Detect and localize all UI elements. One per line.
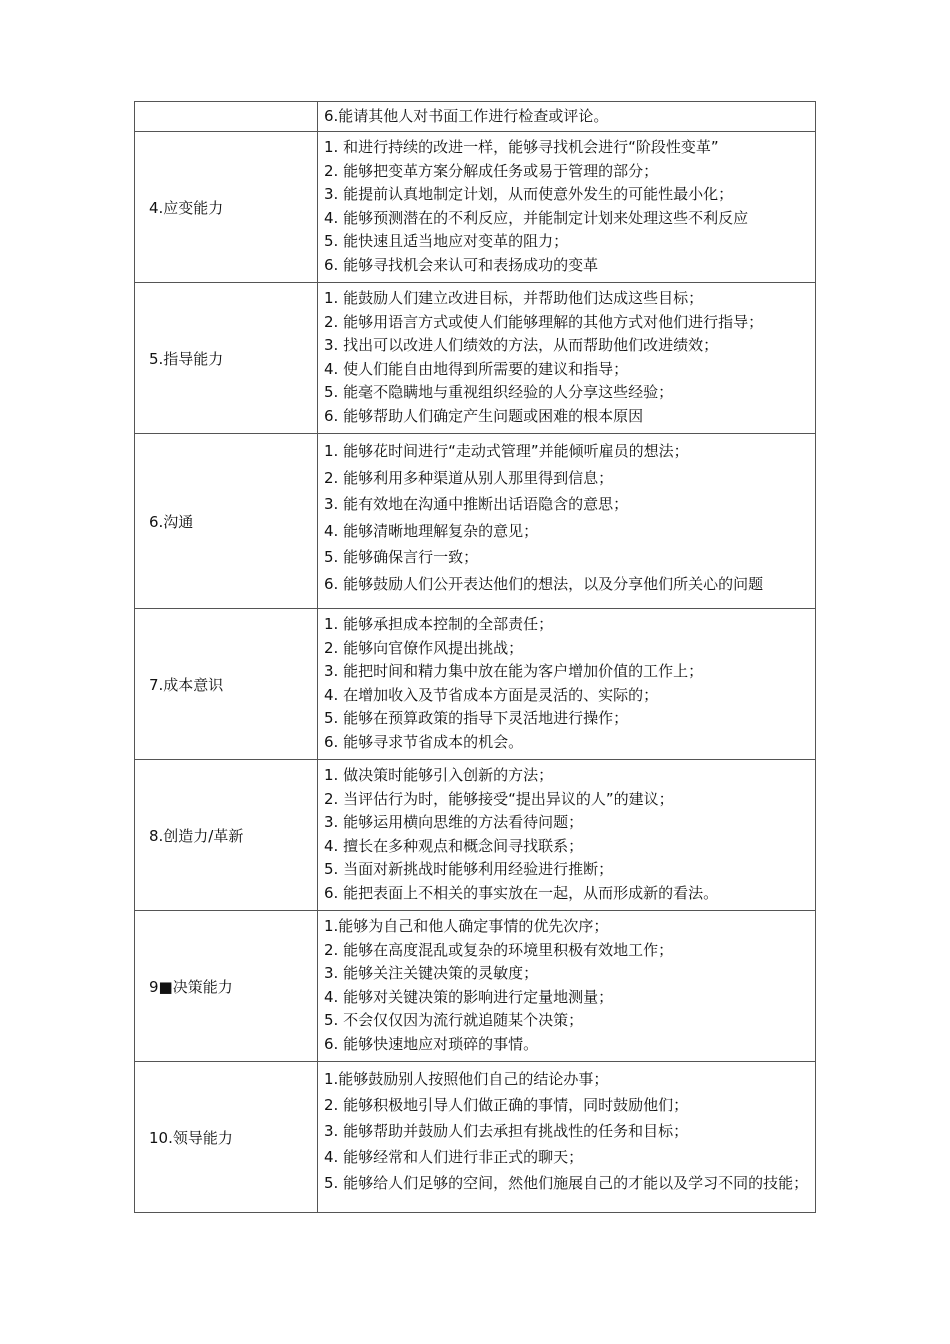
list-item: 2. 能够用语言方式或使人们能够理解的其他方式对他们进行指导； xyxy=(324,312,764,331)
category-cell: 5.指导能力 xyxy=(135,283,318,433)
list-item: 4. 使人们能自由地得到所需要的建议和指导； xyxy=(324,359,629,378)
table-row xyxy=(135,759,815,910)
list-item: 3. 能够运用横向思维的方法看待问题； xyxy=(324,813,584,831)
list-item: 5. 能毫不隐瞒地与重视组织经验的人分享这些经验； xyxy=(324,383,674,401)
list-item: 5. 能够给人们足够的空间，然他们施展自己的才能以及学习不同的技能； xyxy=(324,1174,809,1192)
list-item: 1. 能够花时间进行“走动式管理”并能倾听雇员的想法； xyxy=(324,442,689,460)
table-row xyxy=(135,282,815,433)
list-item: 5. 能快速且适当地应对变革的阻力； xyxy=(324,232,569,250)
list-item: 6. 能够鼓励人们公开表达他们的想法，以及分享他们所关心的问题 xyxy=(324,574,764,593)
list-item: 2. 当评估行为时，能够接受“提出异议的人”的建议； xyxy=(324,789,674,808)
items-cell xyxy=(318,132,815,282)
items-cell xyxy=(318,609,815,759)
list-item: 4. 擅长在多种观点和概念间寻找联系； xyxy=(324,836,584,855)
list-item: 1. 能鼓励人们建立改进目标，并帮助他们达成这些目标； xyxy=(324,289,704,307)
list-item: 1. 做决策时能够引入创新的方法； xyxy=(324,766,554,784)
table-row xyxy=(135,910,815,1061)
list-item: 1.能够为自己和他人确定事情的优先次序； xyxy=(324,917,609,935)
list-item: 3. 能有效地在沟通中推断出话语隐含的意思； xyxy=(324,495,629,513)
list-item: 1. 和进行持续的改进一样，能够寻找机会进行“阶段性变革” xyxy=(324,138,719,156)
category-cell: 6.沟通 xyxy=(135,434,318,608)
list-item: 1.能够鼓励别人按照他们自己的结论办事； xyxy=(324,1070,609,1088)
items-cell xyxy=(318,434,815,608)
table-row xyxy=(135,131,815,282)
list-item: 4. 能够预测潜在的不利反应，并能制定计划来处理这些不利反应 xyxy=(324,208,749,227)
list-item: 5. 当面对新挑战时能够利用经验进行推断； xyxy=(324,860,614,878)
list-item: 3. 能够帮助并鼓励人们去承担有挑战性的任务和目标； xyxy=(324,1122,689,1140)
list-item: 6.能请其他人对书面工作进行检查或评论。 xyxy=(324,107,609,125)
list-item: 4. 能够经常和人们进行非正式的聊天； xyxy=(324,1148,584,1166)
items-cell xyxy=(318,911,815,1061)
list-item: 2. 能够积极地引导人们做正确的事情，同时鼓励他们； xyxy=(324,1096,689,1114)
list-item: 5. 能够在预算政策的指导下灵活地进行操作； xyxy=(324,709,629,727)
list-item: 3. 能够关注关键决策的灵敏度； xyxy=(324,964,539,982)
list-item: 2. 能够向官僚作风提出挑战； xyxy=(324,638,524,657)
competency-table xyxy=(134,101,816,1213)
table-row xyxy=(135,102,815,131)
category-cell: 4.应变能力 xyxy=(135,132,318,282)
table-row xyxy=(135,433,815,608)
list-item: 3. 找出可以改进人们绩效的方法，从而帮助他们改进绩效； xyxy=(324,336,719,354)
list-item: 4. 能够对关键决策的影响进行定量地测量； xyxy=(324,987,614,1006)
list-item: 3. 能把时间和精力集中放在能为客户增加价值的工作上； xyxy=(324,662,704,680)
items-cell xyxy=(318,760,815,910)
items-cell xyxy=(318,1062,815,1212)
category-cell: 8.创造力/革新 xyxy=(135,760,318,910)
list-item: 6. 能够帮助人们确定产生问题或困难的根本原因 xyxy=(324,406,644,425)
list-item: 1. 能够承担成本控制的全部责任； xyxy=(324,615,554,633)
list-item: 2. 能够在高度混乱或复杂的环境里积极有效地工作； xyxy=(324,940,674,959)
category-cell xyxy=(135,102,318,131)
list-item: 5. 不会仅仅因为流行就追随某个决策； xyxy=(324,1011,584,1029)
category-cell: 7.成本意识 xyxy=(135,609,318,759)
table-row xyxy=(135,1061,815,1212)
list-item: 2. 能够把变革方案分解成任务或易于管理的部分； xyxy=(324,161,659,180)
items-cell xyxy=(318,102,815,131)
list-item: 5. 能够确保言行一致； xyxy=(324,548,479,566)
list-item: 4. 能够清晰地理解复杂的意见； xyxy=(324,521,539,540)
list-item: 6. 能把表面上不相关的事实放在一起，从而形成新的看法。 xyxy=(324,883,719,902)
list-item: 2. 能够利用多种渠道从别人那里得到信息； xyxy=(324,468,614,487)
items-cell xyxy=(318,283,815,433)
table-row xyxy=(135,608,815,759)
list-item: 6. 能够快速地应对琐碎的事情。 xyxy=(324,1034,539,1053)
list-item: 3. 能提前认真地制定计划，从而使意外发生的可能性最小化； xyxy=(324,185,734,203)
list-item: 6. 能够寻求节省成本的机会。 xyxy=(324,732,524,751)
list-item: 4. 在增加收入及节省成本方面是灵活的、实际的； xyxy=(324,685,659,704)
list-item: 6. 能够寻找机会来认可和表扬成功的变革 xyxy=(324,255,599,274)
category-cell: 10.领导能力 xyxy=(135,1062,318,1212)
category-cell: 9■决策能力 xyxy=(135,911,318,1061)
